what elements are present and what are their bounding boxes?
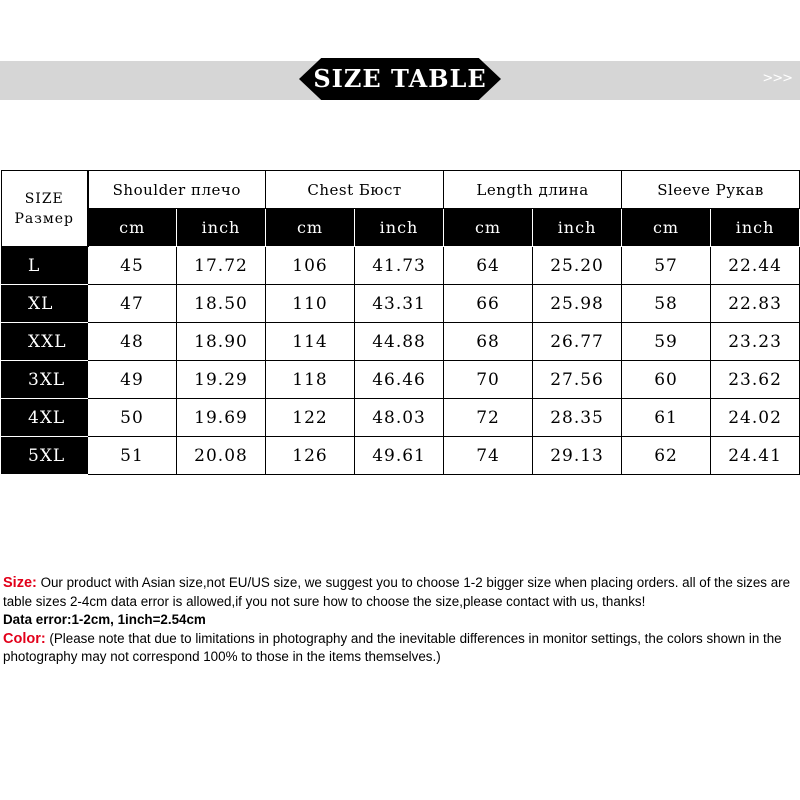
cell-length-cm: 72 [444, 399, 533, 437]
cell-shoulder-cm: 50 [88, 399, 177, 437]
size-rows [2, 247, 800, 475]
size-label: XXL [2, 323, 88, 361]
size-note-label: Size: [3, 575, 37, 591]
cell-shoulder-inch: 19.29 [177, 361, 266, 399]
cell-length-inch: 28.35 [533, 399, 622, 437]
cell-chest-cm: 114 [266, 323, 355, 361]
size-label: 4XL [2, 399, 88, 437]
cell-length-inch: 27.56 [533, 361, 622, 399]
cell-length-inch: 25.98 [533, 285, 622, 323]
cell-sleeve-cm: 61 [622, 399, 711, 437]
banner-arrows: >>> [762, 71, 792, 86]
cell-length-cm: 74 [444, 437, 533, 475]
unit-cm: cm [622, 209, 711, 247]
cell-shoulder-cm: 48 [88, 323, 177, 361]
cell-chest-inch: 44.88 [355, 323, 444, 361]
table-row [2, 323, 800, 361]
page-title: SIZE TABLE [313, 64, 487, 93]
unit-inch: inch [355, 209, 444, 247]
cell-chest-cm: 126 [266, 437, 355, 475]
cell-length-cm: 68 [444, 323, 533, 361]
unit-cm: cm [88, 209, 177, 247]
cell-sleeve-inch: 22.44 [711, 247, 800, 285]
table-row [2, 399, 800, 437]
size-label: 5XL [2, 437, 88, 475]
cell-chest-inch: 46.46 [355, 361, 444, 399]
color-note [3, 630, 798, 667]
cell-chest-cm: 122 [266, 399, 355, 437]
cell-shoulder-cm: 51 [88, 437, 177, 475]
header-sleeve: Sleeve Рукав [622, 171, 800, 209]
color-note-text: (Please note that due to limitations in photography and the inevitable differences in monitor settings, the colors shown in the photography may not correspond 100% to those in the items themselves.) [3, 630, 782, 664]
header-chest: Chest Бюст [266, 171, 444, 209]
cell-chest-inch: 43.31 [355, 285, 444, 323]
corner-label-ru: Размер [14, 210, 75, 227]
cell-shoulder-inch: 19.69 [177, 399, 266, 437]
cell-chest-inch: 41.73 [355, 247, 444, 285]
header-length: Length длина [444, 171, 622, 209]
cell-sleeve-inch: 23.62 [711, 361, 800, 399]
cell-length-inch: 26.77 [533, 323, 622, 361]
cell-sleeve-inch: 23.23 [711, 323, 800, 361]
cell-sleeve-cm: 60 [622, 361, 711, 399]
unit-inch: inch [533, 209, 622, 247]
cell-chest-inch: 49.61 [355, 437, 444, 475]
cell-shoulder-inch: 18.50 [177, 285, 266, 323]
cell-shoulder-inch: 17.72 [177, 247, 266, 285]
cell-length-cm: 66 [444, 285, 533, 323]
cell-chest-cm: 106 [266, 247, 355, 285]
corner-cell [2, 171, 88, 247]
cell-chest-cm: 118 [266, 361, 355, 399]
cell-shoulder-cm: 45 [88, 247, 177, 285]
unit-cm: cm [444, 209, 533, 247]
cell-shoulder-inch: 20.08 [177, 437, 266, 475]
cell-length-inch: 29.13 [533, 437, 622, 475]
cell-shoulder-cm: 47 [88, 285, 177, 323]
cell-length-inch: 25.20 [533, 247, 622, 285]
cell-shoulder-cm: 49 [88, 361, 177, 399]
cell-length-cm: 64 [444, 247, 533, 285]
cell-sleeve-inch: 24.02 [711, 399, 800, 437]
table-header-row [2, 171, 800, 209]
cell-sleeve-cm: 62 [622, 437, 711, 475]
table-row [2, 437, 800, 475]
size-note-text: Our product with Asian size,not EU/US size, we suggest you to choose 1-2 bigger size when placing orders. all of the sizes are table sizes 2-4cm data error is allowed,if you not sure how to choose the size,please contact with us, thanks! [3, 575, 791, 609]
size-label: 3XL [2, 361, 88, 399]
corner-label-en: SIZE [24, 190, 64, 207]
header-shoulder: Shoulder плечо [88, 171, 266, 209]
table-row [2, 285, 800, 323]
cell-length-cm: 70 [444, 361, 533, 399]
table-row [2, 247, 800, 285]
unit-inch: inch [177, 209, 266, 247]
table-unit-row [2, 209, 800, 247]
cell-sleeve-cm: 59 [622, 323, 711, 361]
cell-sleeve-inch: 24.41 [711, 437, 800, 475]
cell-chest-cm: 110 [266, 285, 355, 323]
cell-sleeve-cm: 58 [622, 285, 711, 323]
size-label: L [2, 247, 88, 285]
size-table [1, 170, 800, 475]
cell-chest-inch: 48.03 [355, 399, 444, 437]
size-label: XL [2, 285, 88, 323]
color-note-label: Color: [3, 630, 46, 647]
data-error-note: Data error:1-2cm, 1inch=2.54cm [3, 612, 206, 627]
cell-sleeve-cm: 57 [622, 247, 711, 285]
cell-sleeve-inch: 22.83 [711, 285, 800, 323]
cell-shoulder-inch: 18.90 [177, 323, 266, 361]
size-note [3, 574, 798, 611]
unit-inch: inch [711, 209, 800, 247]
unit-cm: cm [266, 209, 355, 247]
table-row [2, 361, 800, 399]
notes [3, 574, 798, 667]
